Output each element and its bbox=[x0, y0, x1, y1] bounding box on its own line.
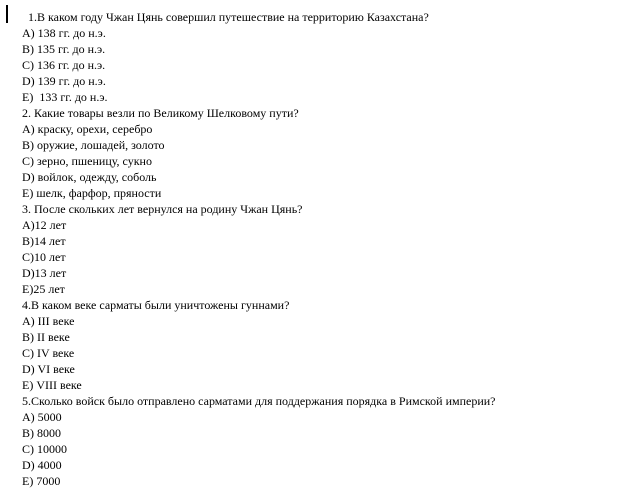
answer-option: Е) 7000 bbox=[22, 474, 61, 488]
answer-option: В)14 лет bbox=[22, 234, 66, 248]
answer-option: А) III веке bbox=[22, 314, 75, 328]
question-text: 5.Сколько войск было отправлено сарматами для поддержания порядка в Римской империи? bbox=[22, 394, 496, 408]
answer-option: В) 135 гг. до н.э. bbox=[22, 42, 106, 56]
answer-option: С) зерно, пшеницу, сукно bbox=[22, 154, 152, 168]
answer-option: А) 138 гг. до н.э. bbox=[22, 26, 106, 40]
answer-option: В) 8000 bbox=[22, 426, 61, 440]
answer-option: Е)25 лет bbox=[22, 282, 65, 296]
answer-option: С) 10000 bbox=[22, 442, 67, 456]
answer-option: А) 5000 bbox=[22, 410, 62, 424]
question-3 bbox=[22, 201, 630, 297]
answer-option: А) краску, орехи, серебро bbox=[22, 122, 153, 136]
question-4 bbox=[22, 297, 630, 393]
answer-option: Е) 133 гг. до н.э. bbox=[22, 90, 108, 104]
answer-option: С) 136 гг. до н.э. bbox=[22, 58, 106, 72]
question-text: 3. После скольких лет вернулся на родину Чжан Цянь? bbox=[22, 202, 303, 216]
question-text: 1.В каком году Чжан Цянь совершил путешествие на территорию Казахстана? bbox=[28, 10, 429, 24]
question-text: 4.В каком веке сарматы были уничтожены гуннами? bbox=[22, 298, 290, 312]
answer-option: С)10 лет bbox=[22, 250, 66, 264]
answer-option: В) II веке bbox=[22, 330, 70, 344]
answer-option: D) войлок, одежду, соболь bbox=[22, 170, 157, 184]
question-text: 2. Какие товары везли по Великому Шелковому пути? bbox=[22, 106, 299, 120]
question-5 bbox=[22, 393, 630, 489]
answer-option: А)12 лет bbox=[22, 218, 67, 232]
document-body[interactable] bbox=[22, 9, 630, 489]
answer-option: D) 4000 bbox=[22, 458, 62, 472]
answer-option: D)13 лет bbox=[22, 266, 67, 280]
answer-option: В) оружие, лошадей, золото bbox=[22, 138, 165, 152]
question-2 bbox=[22, 105, 630, 201]
answer-option: Е) VIII веке bbox=[22, 378, 82, 392]
answer-option: Е) шелк, фарфор, пряности bbox=[22, 186, 162, 200]
answer-option: D) 139 гг. до н.э. bbox=[22, 74, 106, 88]
answer-option: D) VI веке bbox=[22, 362, 75, 376]
answer-option: С) IV веке bbox=[22, 346, 75, 360]
question-1 bbox=[22, 9, 630, 105]
text-cursor bbox=[6, 5, 8, 23]
